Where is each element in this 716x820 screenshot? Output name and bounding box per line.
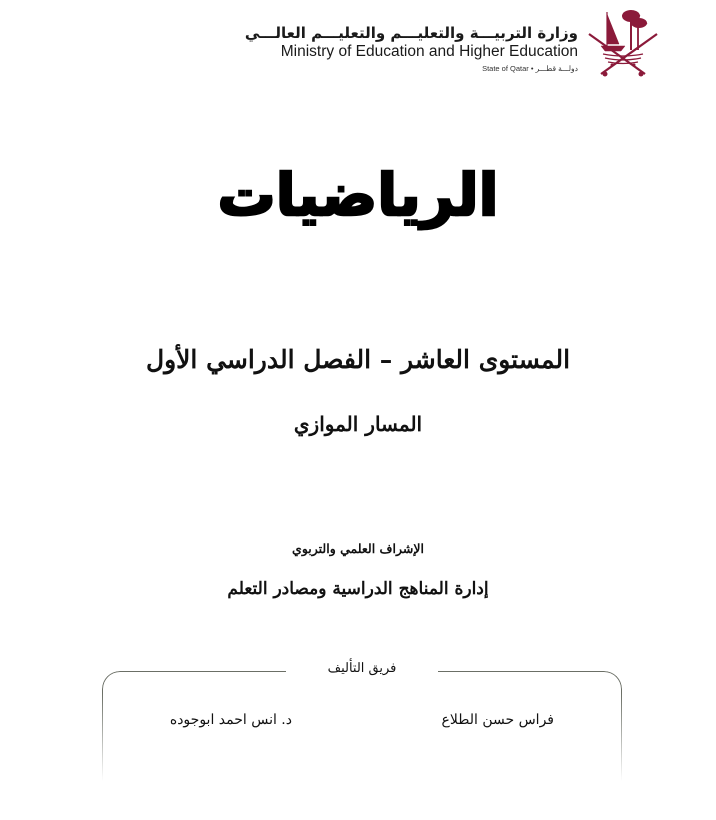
authors-legend: فريق التأليف bbox=[286, 654, 438, 684]
supervision-department: إدارة المناهج الدراسية ومصادر التعلم bbox=[227, 579, 489, 599]
qatar-emblem-icon bbox=[585, 4, 661, 80]
author-name: د. انس احمد ابوجوده bbox=[169, 712, 292, 728]
ministry-logo-text bbox=[244, 24, 578, 75]
author-name: فراس حسن الطلاع bbox=[441, 712, 554, 728]
track-name: المسار الموازي bbox=[293, 412, 423, 436]
state-of-qatar-line: State of Qatar • دولـــة قطـــر bbox=[482, 64, 578, 73]
page-header bbox=[0, 0, 716, 90]
book-title: الرياضيات bbox=[217, 161, 499, 229]
ministry-name-arabic: وزارة التربيـــة والتعليـــم والتعليـــم العالـــي bbox=[244, 24, 578, 42]
ministry-name-english: Ministry of Education and Higher Education bbox=[280, 43, 578, 60]
supervision-label: الإشراف العلمي والتربوي bbox=[292, 541, 424, 556]
grade-semester-subtitle: المستوى العاشر – الفصل الدراسي الأول bbox=[145, 345, 571, 374]
